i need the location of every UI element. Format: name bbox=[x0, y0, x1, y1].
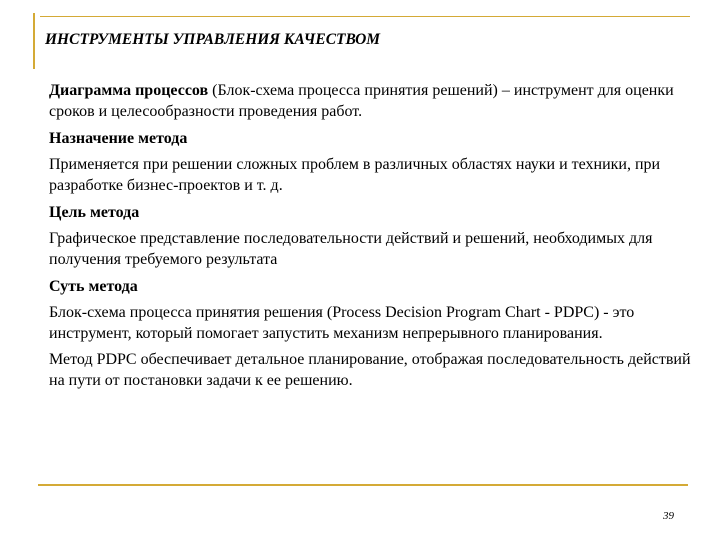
section-heading-goal: Цель метода bbox=[49, 204, 140, 221]
intro-text: (Блок-схема процесса принятия решений) – инструмент для оценки сроков и целесообразности проведения работ. bbox=[49, 82, 674, 120]
bottom-rule bbox=[38, 484, 688, 486]
slide-title: ИНСТРУМЕНТЫ УПРАВЛЕНИЯ КАЧЕСТВОМ bbox=[45, 31, 381, 48]
page-number: 39 bbox=[663, 510, 674, 522]
slide-body bbox=[49, 80, 697, 391]
section-text-essence: Блок-схема процесса принятия решения (Process Decision Program Chart - PDPC) - это инструмент, который помогает запустить механизм непрерывного планирования. bbox=[49, 304, 635, 342]
section-text-purpose: Применяется при решении сложных проблем в различных областях науки и техники, при разработке бизнес-проектов и т. д. bbox=[49, 156, 661, 194]
closing-paragraph: Метод PDPC обеспечивает детальное планирование, отображая последовательность действий на пути от постановки задачи к ее решению. bbox=[49, 351, 691, 389]
intro-paragraph bbox=[49, 80, 697, 122]
intro-term: Диаграмма процессов bbox=[49, 82, 209, 99]
section-heading-purpose: Назначение метода bbox=[49, 130, 188, 147]
left-accent-line bbox=[33, 13, 35, 69]
section-heading-essence: Суть метода bbox=[49, 278, 138, 295]
top-rule bbox=[40, 16, 690, 17]
section-text-goal: Графическое представление последовательности действий и решений, необходимых для получения требуемого результата bbox=[49, 230, 653, 268]
